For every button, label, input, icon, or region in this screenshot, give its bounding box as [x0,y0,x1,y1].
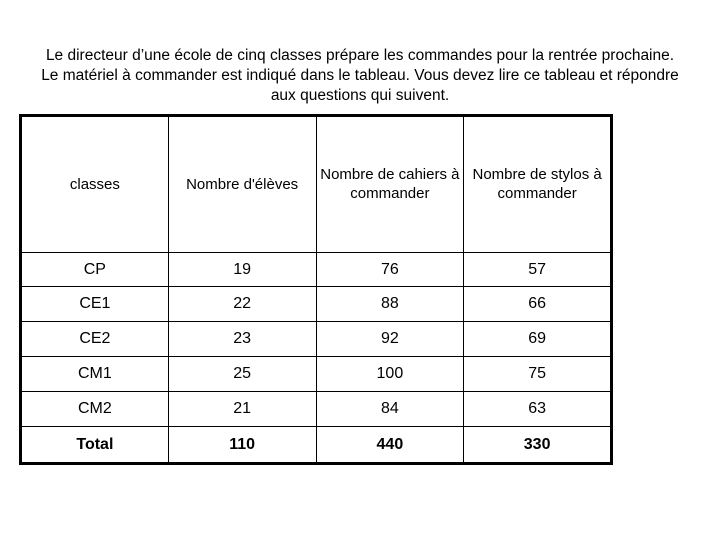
table-cell: 84 [316,392,464,427]
table-cell: 88 [316,287,464,322]
table-row [21,392,612,427]
table-row [21,287,612,322]
supplies-table [19,114,613,465]
table-cell: 57 [464,252,612,287]
table-row [21,357,612,392]
table-cell: 440 [316,427,464,464]
table-cell: 22 [168,287,316,322]
header-cell: Nombre de cahiers à commander [316,116,464,253]
table-cell: 69 [464,322,612,357]
table-cell: 330 [464,427,612,464]
table-cell: 100 [316,357,464,392]
table-cell: CE1 [21,287,169,322]
table-cell: 76 [316,252,464,287]
table-cell: 92 [316,322,464,357]
table-cell: CM2 [21,392,169,427]
header-cell: classes [21,116,169,253]
table-cell: CP [21,252,169,287]
table-cell: 21 [168,392,316,427]
table-row [21,252,612,287]
header-cell: Nombre d'élèves [168,116,316,253]
table-header-row [21,116,612,253]
table-cell: 63 [464,392,612,427]
table-cell: 66 [464,287,612,322]
table-cell: 75 [464,357,612,392]
table-row [21,322,612,357]
table-cell: CM1 [21,357,169,392]
table-cell: 110 [168,427,316,464]
header-cell: Nombre de stylos à commander [464,116,612,253]
table-cell: CE2 [21,322,169,357]
table-cell: 23 [168,322,316,357]
table-cell: 19 [168,252,316,287]
table-cell: Total [21,427,169,464]
table-cell: 25 [168,357,316,392]
total-row [21,427,612,464]
intro-text: Le directeur d’une école de cinq classes prépare les commandes pour la rentrée prochaine. Le matériel à commander est indiqué dans le tableau. Vous devez lire ce tableau et répondre aux questions qui suivent. [41,47,679,104]
